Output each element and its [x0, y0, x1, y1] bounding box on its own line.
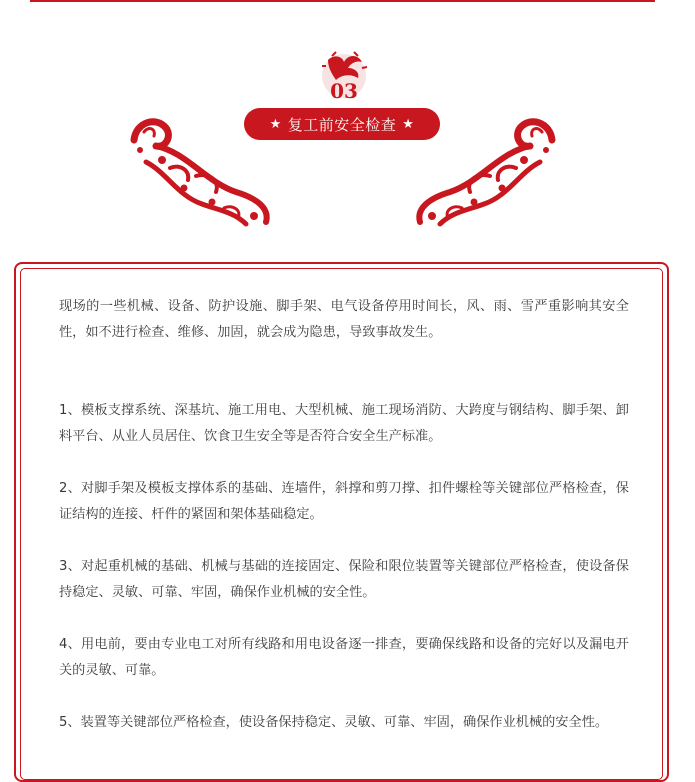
top-divider-line — [30, 0, 655, 2]
checklist-item: 5、装置等关键部位严格检查，使设备保持稳定、灵敏、可靠、牢固，确保作业机械的安全性。 — [59, 715, 609, 730]
spacer — [59, 346, 629, 398]
star-icon: ★ — [269, 116, 282, 132]
star-icon: ★ — [402, 116, 415, 132]
checklist-item: 4、用电前，要由专业电工对所有线路和用电设备逐一排查，要确保线路和设备的完好以及漏电开关的灵敏、可靠。 — [59, 637, 629, 678]
intro-paragraph: 现场的一些机械、设备、防护设施、脚手架、电气设备停用时间长，风、雨、雪严重影响其安全性，如不进行检查、维修、加固，就会成为隐患，导致事故发生。 — [59, 299, 629, 340]
spacer — [59, 450, 629, 476]
spacer — [59, 684, 629, 710]
decorative-seal-icon — [318, 46, 370, 102]
checklist-item: 2、对脚手架及模板支撑体系的基础、连墙件，斜撑和剪刀撑、扣件螺栓等关键部位严格检查，保证结构的连接、杆件的紧固和架体基础稳定。 — [59, 481, 629, 522]
left-scroll-ornament-icon — [126, 112, 276, 230]
section-number-badge — [318, 46, 370, 102]
badge-number: 03 — [330, 79, 358, 102]
section-title: 复工前安全检查 — [287, 115, 397, 134]
spacer — [59, 606, 629, 632]
checklist-item: 1、模板支撑系统、深基坑、施工用电、大型机械、施工现场消防、大跨度与钢结构、脚手架、卸料平台、从业人员居住、饮食卫生安全等是否符合安全生产标准。 — [59, 403, 629, 444]
checklist-item: 3、对起重机械的基础、机械与基础的连接固定、保险和限位装置等关键部位严格检查，使设备保持稳定、灵敏、可靠、牢固，确保作业机械的安全性。 — [59, 559, 629, 600]
right-scroll-ornament-icon — [410, 112, 560, 230]
content-text-block — [59, 294, 629, 736]
spacer — [59, 528, 629, 554]
